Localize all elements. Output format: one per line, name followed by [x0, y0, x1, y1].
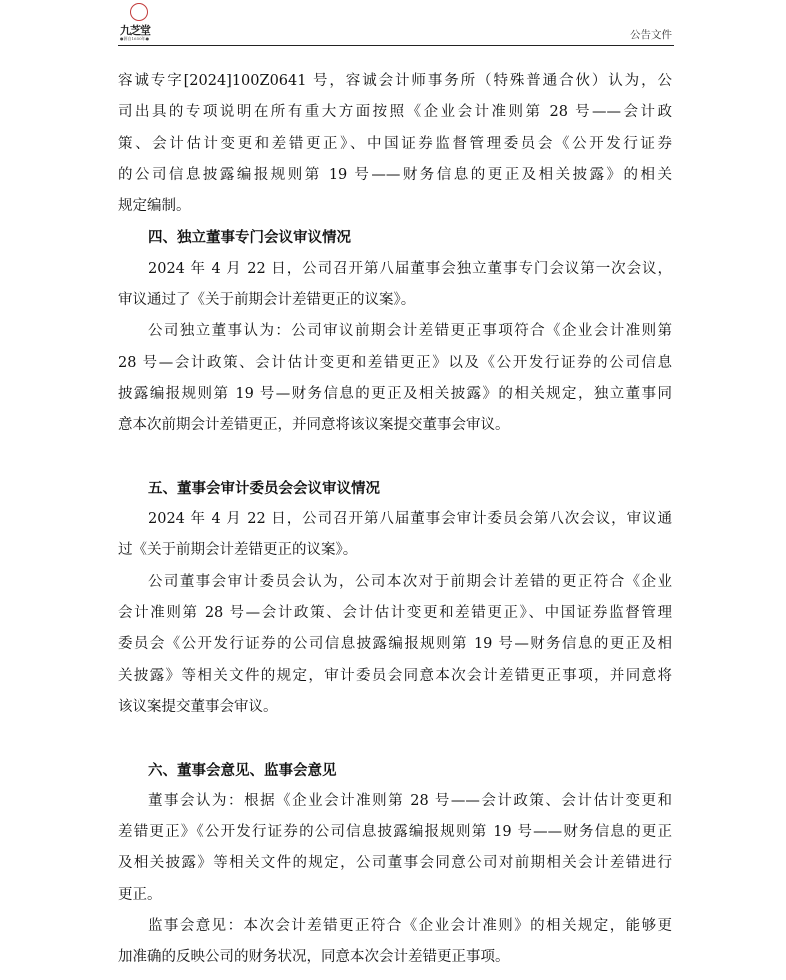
text-line: 加准确的反映公司的财务状况，同意本次会计差错更正事项。 [118, 949, 510, 966]
text-line: 容诚专字[2024]100Z0641 号，容诚会计师事务所（特殊普通合伙）认为，公 [118, 73, 672, 89]
text-line: 2024 年 4 月 22 日，公司召开第八届董事会独立董事专门会议第一次会议， [148, 260, 672, 277]
text-line: 的公司信息披露编报规则第 19 号——财务信息的更正及相关披露》的相关 [118, 166, 672, 183]
logo-subtext: ●源自1650年● [120, 36, 150, 41]
blank-line [118, 442, 672, 473]
paragraph [118, 316, 672, 441]
section-heading: 六、董事会意见、监事会意见 [148, 761, 337, 779]
text-line: 差错更正》《公开发行证券的公司信息披露编报规则第 19 号——财务信息的更正 [118, 824, 672, 841]
text-line: 披露编报规则第 19 号—财务信息的更正及相关披露》的相关规定，独立董事同 [118, 385, 672, 402]
paragraph [118, 911, 672, 974]
text-line: 委员会《公开发行证券的公司信息披露编报规则第 19 号—财务信息的更正及相 [118, 636, 672, 653]
paragraph [118, 786, 672, 911]
text-line: 28 号—会计政策、会计估计变更和差错更正》以及《公开发行证券的公司信息 [118, 354, 672, 371]
text-line: 2024 年 4 月 22 日，公司召开第八届董事会审计委员会第八次会议，审议通 [148, 511, 672, 528]
text-line: 更正。 [118, 886, 162, 903]
paragraph [118, 66, 672, 222]
text-line: 监事会意见：本次会计差错更正符合《企业会计准则》的相关规定，能够更 [148, 918, 672, 935]
text-line: 及相关披露》等相关文件的规定，公司董事会同意公司对前期相关会计差错进行 [118, 855, 672, 872]
text-line: 司出具的专项说明在所有重大方面按照《企业会计准则第 28 号——会计政 [118, 104, 672, 121]
section-heading: 五、董事会审计委员会会议审议情况 [148, 479, 380, 497]
logo-seal-icon [130, 3, 148, 21]
section-heading: 四、独立董事专门会议审议情况 [148, 229, 351, 247]
text-line: 策、会计估计变更和差错更正》、中国证券监督管理委员会《公开发行证券 [118, 135, 672, 152]
paragraph [118, 567, 672, 723]
text-line: 审议通过了《关于前期会计差错更正的议案》。 [118, 292, 416, 309]
text-line: 会计准则第 28 号—会计政策、会计估计变更和差错更正》、中国证券监督管理 [118, 605, 672, 622]
text-line: 公司独立董事认为：公司审议前期会计差错更正事项符合《企业会计准则第 [148, 323, 672, 340]
blank-line [118, 723, 672, 754]
text-line: 董事会认为：根据《企业会计准则第 28 号——会计政策、会计估计变更和 [148, 792, 672, 809]
text-line: 公司董事会审计委员会认为，公司本次对于前期会计差错的更正符合《企业 [148, 573, 672, 590]
text-line: 意本次前期会计差错更正，并同意将该议案提交董事会审议。 [118, 417, 510, 434]
paragraph [118, 504, 672, 567]
text-line: 关披露》等相关文件的规定，审计委员会同意本次会计差错更正事项，并同意将 [118, 667, 672, 684]
text-line: 过《关于前期会计差错更正的议案》。 [118, 542, 358, 559]
company-logo [120, 3, 160, 43]
document-body [118, 66, 672, 974]
paragraph [118, 254, 672, 317]
document-type-label: 公告文件 [630, 29, 672, 41]
text-line: 规定编制。 [118, 198, 191, 215]
text-line: 该议案提交董事会审议。 [118, 698, 278, 715]
logo-name: 九芝堂 [120, 24, 150, 37]
page-header [118, 0, 674, 46]
